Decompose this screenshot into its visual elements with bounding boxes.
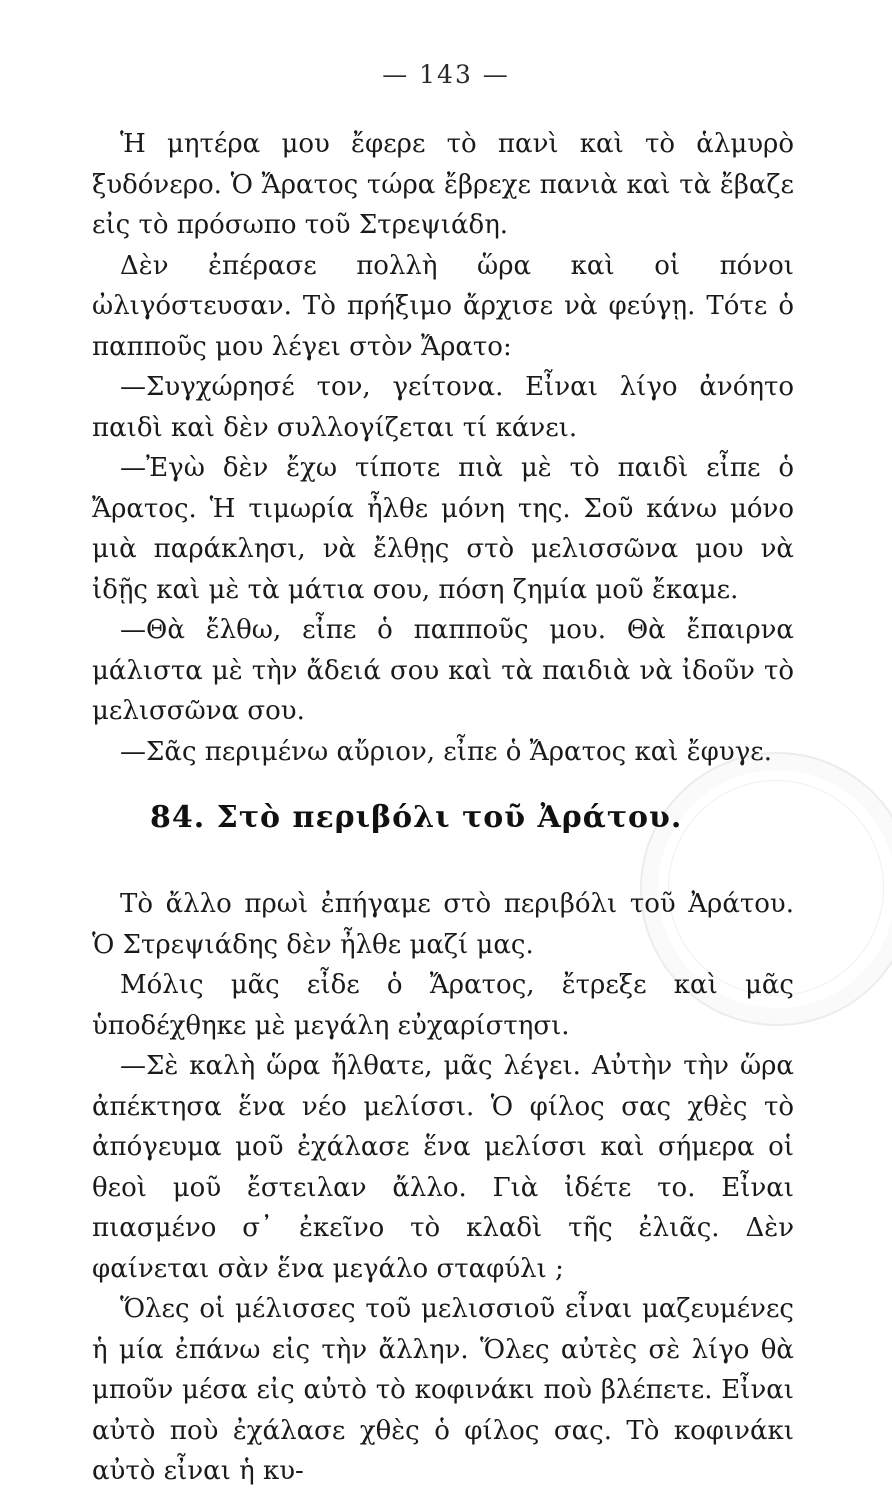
section-heading: 84. Στὸ περιβόλι τοῦ Ἀράτου. — [150, 800, 683, 835]
paragraph: —Σὲ καλὴ ὥρα ἤλθατε, μᾶς λέγει. Αὐτὴν τὴν ὥρα ἀπέκτησα ἕνα νέο μελίσσι. Ὁ φίλος σας χθὲς τὸ ἀπόγευμα μοῦ ἐχάλασε ἕνα μελίσσι καὶ σήμερα οἱ θεοὶ μοῦ ἔστειλαν ἄλλο. Γιὰ ἰδέτε το. Εἶναι πιασμένο σ᾿ ἐκεῖνο τὸ κλαδὶ τῆς ἐλιᾶς. Δὲν φαίνεται σὰν ἕνα μεγάλο σταφύλι ; — [92, 1051, 794, 1284]
paragraph: Τὸ ἄλλο πρωὶ ἐπήγαμε στὸ περιβόλι τοῦ Ἀράτου. Ὁ Στρεψιάδης δὲν ἦλθε μαζί μας. — [92, 889, 794, 960]
paragraph: —Θὰ ἔλθω, εἶπε ὁ παπποῦς μου. Θὰ ἔπαιρνα μάλιστα μὲ τὴν ἄδειά σου καὶ τὰ παιδιὰ νὰ ἰδοῦν τὸ μελισσῶνα σου. — [92, 615, 794, 726]
bottom-text-block — [92, 884, 794, 1492]
paragraph: —Σᾶς περιμένω αὔριον, εἶπε ὁ Ἄρατος καὶ ἔφυγε. — [120, 736, 772, 767]
page-number: — 143 — — [382, 60, 510, 89]
paragraph: Μόλις μᾶς εἶδε ὁ Ἄρατος, ἔτρεξε καὶ μᾶς ὑποδέχθηκε μὲ μεγάλη εὐχαρίστησι. — [92, 970, 794, 1041]
paragraph: Ὅλες οἱ μέλισσες τοῦ μελισσιοῦ εἶναι μαζευμένες ἡ μία ἐπάνω εἰς τὴν ἄλλην. Ὅλες αὐτὲς σὲ λίγο θὰ μποῦν μέσα εἰς αὐτὸ τὸ κοφινάκι ποὺ βλέπετε. Εἶναι αὐτὸ ποὺ ἐχάλασε χθὲς ὁ φίλος σας. Τὸ κοφινάκι αὐτὸ εἶναι ἡ κυ- — [92, 1294, 794, 1486]
top-text-block — [92, 124, 794, 772]
paragraph: —Συγχώρησέ τον, γείτονα. Εἶναι λίγο ἀνόητο παιδὶ καὶ δὲν συλλογίζεται τί κάνει. — [92, 372, 794, 443]
paragraph: Ἡ μητέρα μου ἔφερε τὸ πανὶ καὶ τὸ ἁλμυρὸ ξυδόνερο. Ὁ Ἄρατος τώρα ἔβρεχε πανιὰ καὶ τὰ ἔβαζε εἰς τὸ πρόσωπο τοῦ Στρεψιάδη. — [92, 129, 794, 240]
paragraph: —Ἐγὼ δὲν ἔχω τίποτε πιὰ μὲ τὸ παιδὶ εἶπε ὁ Ἄρατος. Ἡ τιμωρία ἦλθε μόνη της. Σοῦ κάνω μόνο μιὰ παράκλησι, νὰ ἔλθῃς στὸ μελισσῶνα μου νὰ ἰδῇς καὶ μὲ τὰ μάτια σου, πόση ζημία μοῦ ἔκαμε. — [92, 453, 794, 605]
paragraph: Δὲν ἐπέρασε πολλὴ ὥρα καὶ οἱ πόνοι ὠλιγόστευσαν. Τὸ πρήξιμο ἄρχισε νὰ φεύγῃ. Τότε ὁ παπποῦς μου λέγει στὸν Ἄρατο: — [92, 250, 794, 362]
